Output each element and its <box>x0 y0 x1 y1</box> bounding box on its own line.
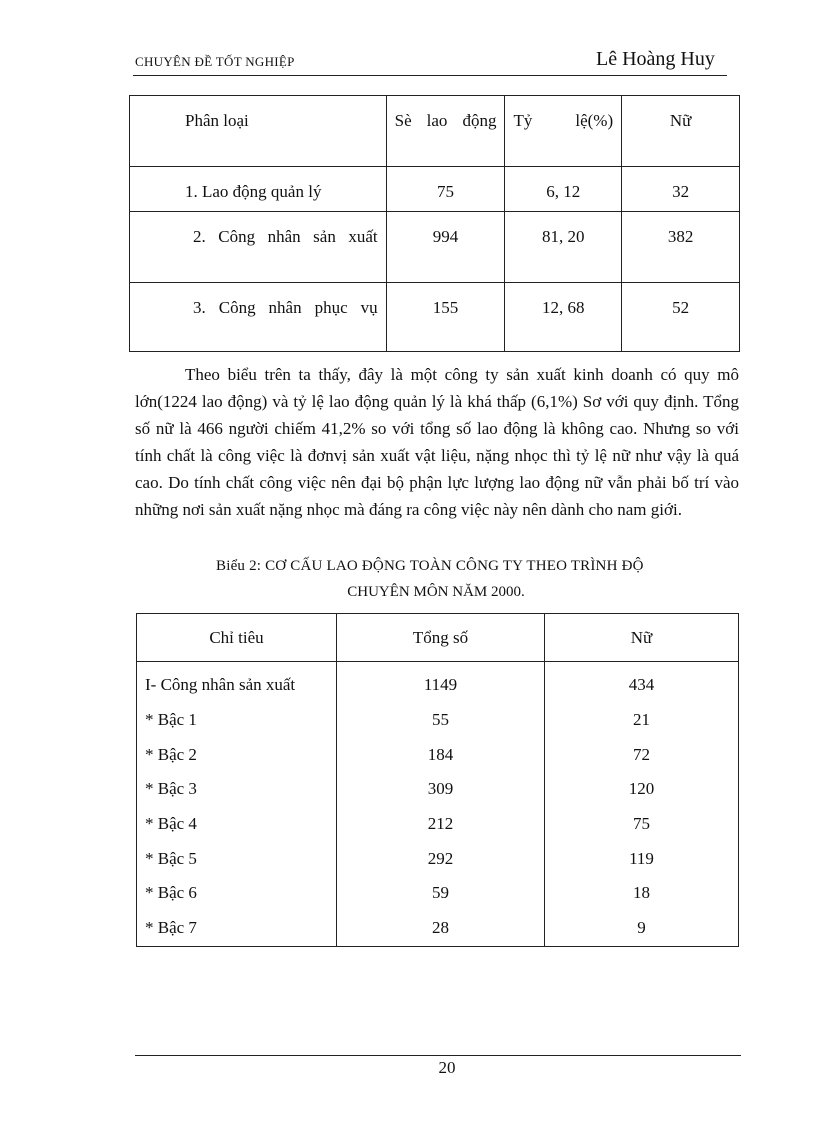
total-cell: 1149 <box>337 662 545 703</box>
page-number: 20 <box>438 1058 456 1077</box>
labor-classification-table <box>129 95 740 352</box>
total-cell: 55 <box>337 703 545 738</box>
workers-cell: 155 <box>386 283 505 352</box>
female-cell: 434 <box>545 662 739 703</box>
footer-divider <box>135 1055 741 1056</box>
indicator-cell: * Bậc 1 <box>137 703 337 738</box>
table-row <box>137 703 739 738</box>
table-header-cell: Tổng số <box>337 614 545 662</box>
female-cell: 382 <box>622 212 740 283</box>
table-caption-line1: Biểu 2: CƠ CẤU LAO ĐỘNG TOÀN CÔNG TY THEO TRÌNH ĐỘ <box>216 558 644 574</box>
table-header-cell: Nữ <box>545 614 739 662</box>
table-header-row <box>130 96 740 167</box>
indicator-cell: * Bậc 2 <box>137 737 337 772</box>
category-cell: 3. Công nhân phục vụ <box>130 283 387 352</box>
table-row <box>137 807 739 842</box>
female-cell: 9 <box>545 911 739 946</box>
indicator-cell: * Bậc 6 <box>137 876 337 911</box>
table-header-cell: Tỷ lệ(%) <box>505 96 622 167</box>
female-cell: 32 <box>622 167 740 212</box>
female-cell: 18 <box>545 876 739 911</box>
table-row <box>130 283 740 352</box>
document-title: CHUYÊN ĐỀ TỐT NGHIỆP <box>135 54 295 69</box>
workers-cell: 75 <box>386 167 505 212</box>
ratio-cell: 12, 68 <box>505 283 622 352</box>
qualification-structure-table <box>136 613 739 947</box>
table-row <box>137 772 739 807</box>
female-cell: 21 <box>545 703 739 738</box>
table-header-cell: Chỉ tiêu <box>137 614 337 662</box>
total-cell: 184 <box>337 737 545 772</box>
workers-cell: 994 <box>386 212 505 283</box>
total-cell: 59 <box>337 876 545 911</box>
table-row <box>130 212 740 283</box>
indicator-cell: * Bậc 5 <box>137 841 337 876</box>
ratio-cell: 81, 20 <box>505 212 622 283</box>
female-cell: 120 <box>545 772 739 807</box>
indicator-cell: * Bậc 3 <box>137 772 337 807</box>
table-header-cell: Nữ <box>622 96 740 167</box>
table-caption-line2: CHUYÊN MÔN NĂM 2000. <box>347 584 525 600</box>
paragraph-text: Theo biểu trên ta thấy, đây là một công ty sản xuất kinh doanh có quy mô lớn(1224 lao động) và tỷ lệ lao động quản lý là khá thấp (6,1%) Sơ với quy định. Tổng số nữ là 466 người chiếm 41,2% so với tổng số lao động là không cao. Nhưng so với tính chất là công việc là đơnvị sản xuất vật liệu, nặng nhọc thì tỷ lệ nữ như vậy là quá cao. Do tính chất công việc nên đại bộ phận lực lượng lao động nữ vẫn phải bố trí vào những nơi sản xuất nặng nhọc mà đáng ra công việc này nên dành cho nam giới. <box>135 365 739 519</box>
total-cell: 28 <box>337 911 545 946</box>
female-cell: 72 <box>545 737 739 772</box>
female-cell: 52 <box>622 283 740 352</box>
table-row <box>130 167 740 212</box>
table-header-cell: Sè lao động <box>386 96 505 167</box>
analysis-paragraph <box>135 361 739 523</box>
female-cell: 119 <box>545 841 739 876</box>
header-divider <box>133 75 727 76</box>
total-cell: 292 <box>337 841 545 876</box>
table-row <box>137 737 739 772</box>
category-cell: 1. Lao động quản lý <box>130 167 387 212</box>
indicator-cell: * Bậc 4 <box>137 807 337 842</box>
total-cell: 309 <box>337 772 545 807</box>
table-header-row <box>137 614 739 662</box>
category-cell: 2. Công nhân sản xuất <box>130 212 387 283</box>
total-cell: 212 <box>337 807 545 842</box>
indicator-cell: I- Công nhân sản xuất <box>137 662 337 703</box>
ratio-cell: 6, 12 <box>505 167 622 212</box>
table-row <box>137 841 739 876</box>
author-name: Lê Hoàng Huy <box>596 48 715 70</box>
indicator-cell: * Bậc 7 <box>137 911 337 946</box>
table-row <box>137 662 739 703</box>
female-cell: 75 <box>545 807 739 842</box>
table-row <box>137 876 739 911</box>
table-header-cell: Phân loại <box>130 96 387 167</box>
table-row <box>137 911 739 946</box>
